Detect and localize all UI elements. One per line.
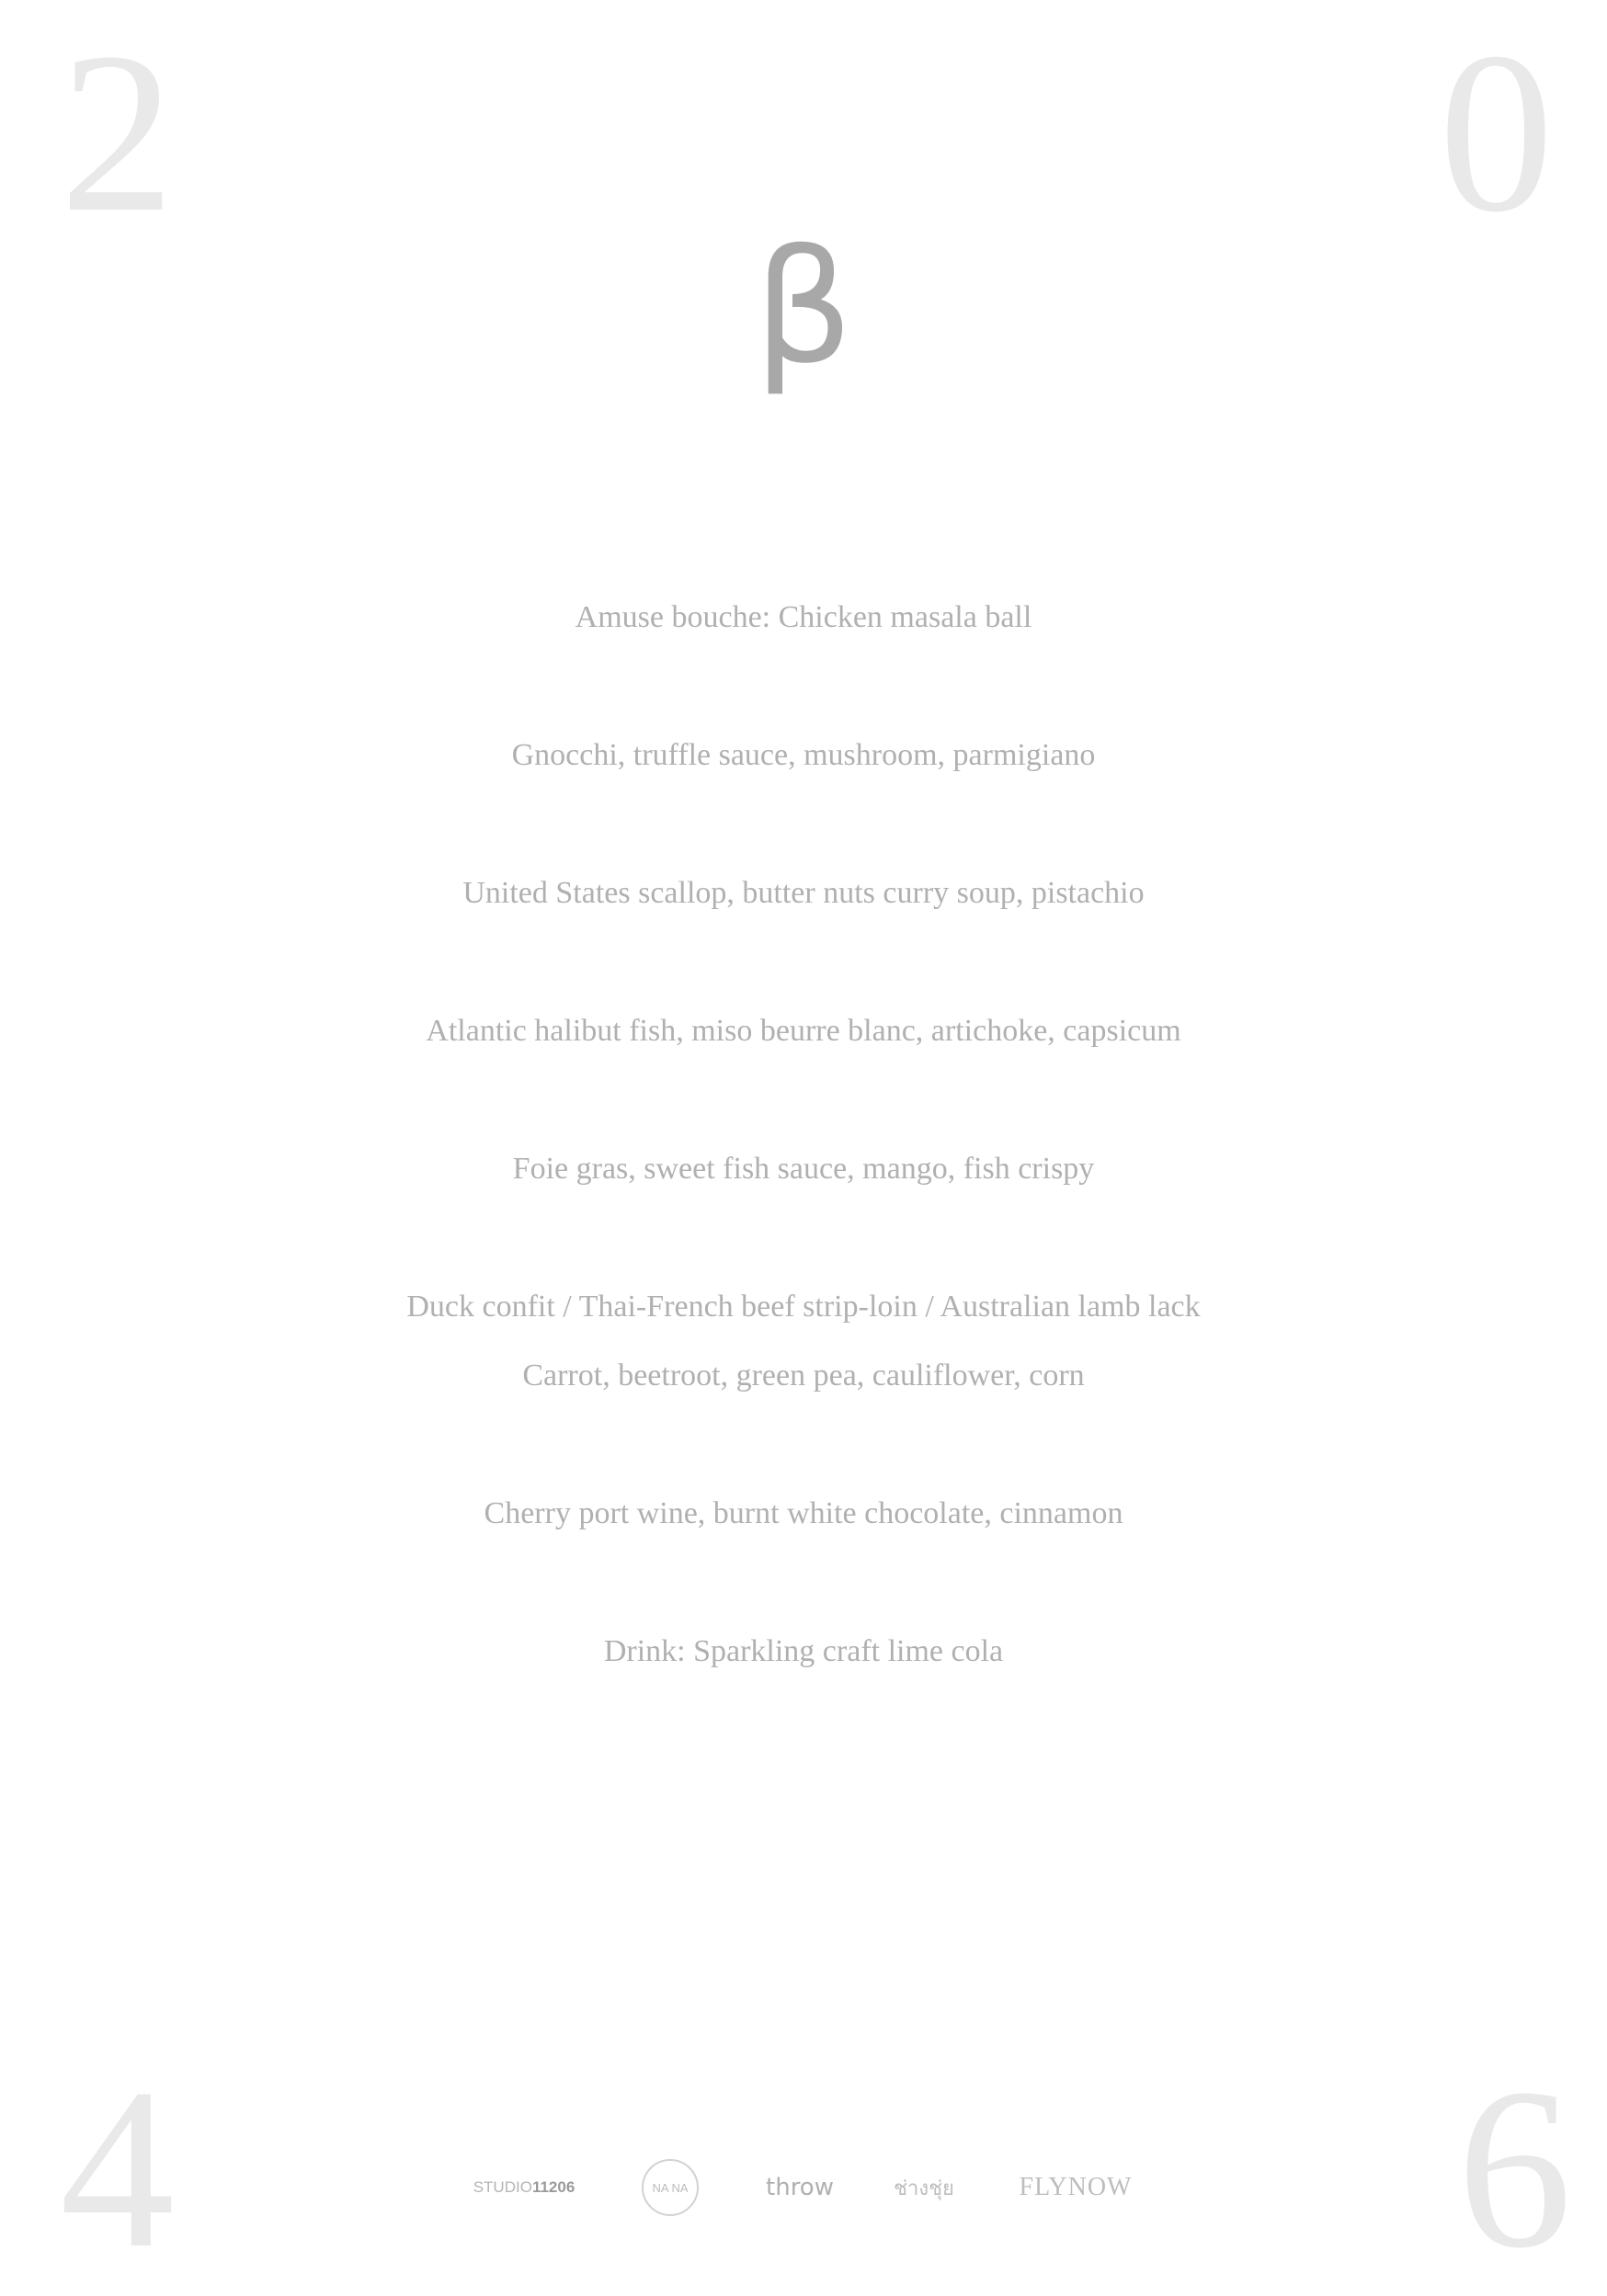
- menu-item-drink: Drink: Sparkling craft lime cola: [603, 1634, 1004, 1668]
- sponsor-nana-logo: [642, 2151, 699, 2224]
- corner-numeral-top-right: 0: [1439, 6, 1554, 260]
- nana-circle-badge: NA NA: [642, 2159, 699, 2216]
- menu-item-scallop: United States scallop, butter nuts curry soup, pistachio: [462, 876, 1145, 910]
- beta-symbol: β: [753, 217, 854, 399]
- sponsor-flynow-logo: FLYNOW: [1019, 2173, 1133, 2201]
- studio-number: 11206: [531, 2178, 576, 2196]
- corner-numeral-bottom-left: 4: [60, 2041, 175, 2296]
- corner-numeral-bottom-right: 6: [1457, 2041, 1572, 2296]
- menu-item-gnocchi: Gnocchi, truffle sauce, mushroom, parmigiano: [511, 738, 1096, 772]
- menu-item-foie-gras: Foie gras, sweet fish sauce, mango, fish crispy: [512, 1152, 1095, 1186]
- sponsor-studio-11206-logo: [469, 2151, 579, 2224]
- sponsor-logos: [0, 2151, 1607, 2224]
- menu-item-halibut: Atlantic halibut fish, miso beurre blanc, artichoke, capsicum: [426, 1014, 1181, 1048]
- sponsor-throw-logo: throw: [766, 2174, 834, 2201]
- menu-item-amuse-bouche: Amuse bouche: Chicken masala ball: [575, 600, 1032, 634]
- menu-item-main-course: Duck confit / Thai-French beef strip-loin / Australian lamb lack: [406, 1290, 1201, 1324]
- corner-numeral-top-left: 2: [60, 6, 175, 260]
- menu-item-main-course-sides: Carrot, beetroot, green pea, cauliflower, corn: [522, 1358, 1085, 1392]
- studio-prefix: STUDIO: [473, 2178, 532, 2196]
- sponsor-thai-script-logo: ช่างชุ่ย: [894, 2177, 954, 2200]
- menu-item-dessert: Cherry port wine, burnt white chocolate, cinnamon: [484, 1496, 1123, 1530]
